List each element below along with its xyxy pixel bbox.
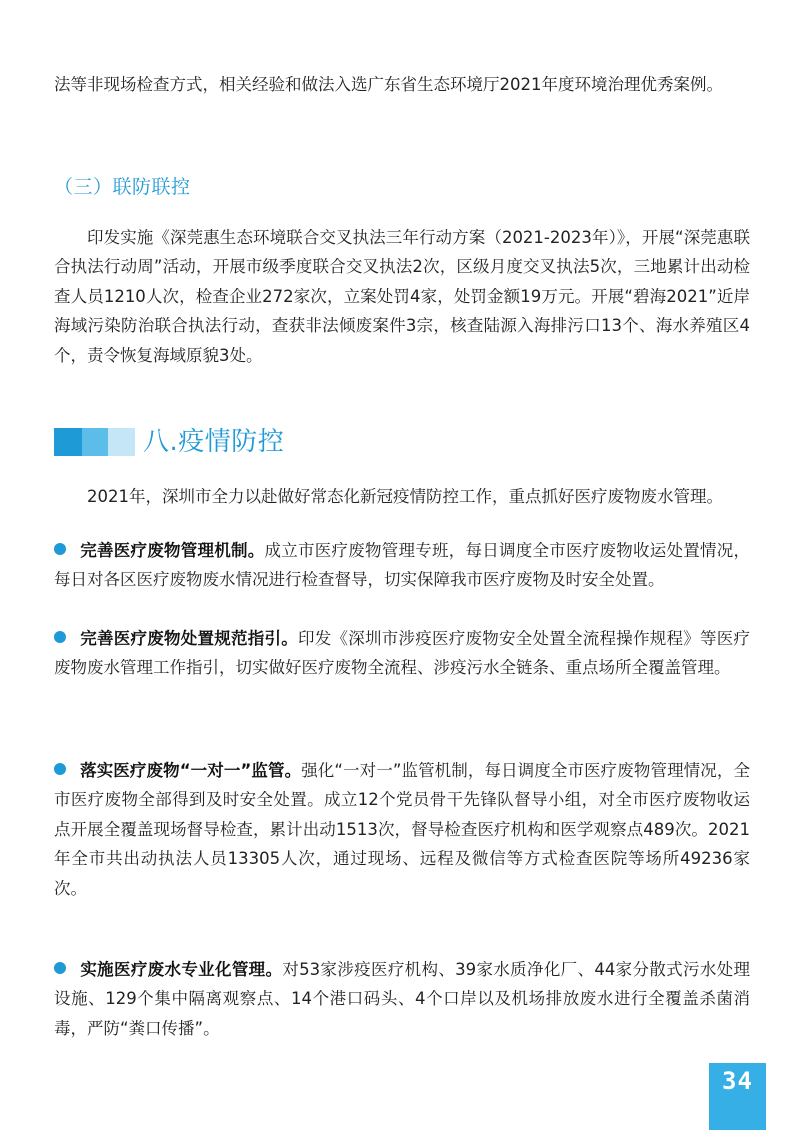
heading-bar-segment-light xyxy=(108,428,135,456)
bullet-text: 强化“一对一”监管机制，每日调度全市医疗废物管理情况，全市医疗废物全部得到及时安全处置。成立12个党员骨干先锋队督导小组，对全市医疗废物收运点开展全覆盖现场督导检查，累计出动1513次，督导检查医疗机构和医学观察点489次。2021年全市共出动执法人员13305人次，通过现场、远程及微信等方式检查医院等场所49236家次。 xyxy=(54,761,750,898)
bullet-icon xyxy=(54,631,66,643)
bullet-item xyxy=(54,624,750,683)
intro-paragraph: 法等非现场检查方式，相关经验和做法入选广东省生态环境厅2021年度环境治理优秀案例。 xyxy=(54,75,723,94)
bullet-item xyxy=(54,756,750,903)
bullet-lead: 完善医疗废物处置规范指引。 xyxy=(80,629,298,648)
bullet-text: 成立市医疗废物管理专班，每日调度全市医疗废物收运处置情况，每日对各区医疗废物废水情况进行检查督导，切实保障我市医疗废物及时安全处置。 xyxy=(54,541,750,590)
bullet-item xyxy=(54,955,750,1043)
page-number-tab xyxy=(709,1063,766,1130)
bullet-lead: 完善医疗废物管理机制。 xyxy=(80,541,265,560)
bullet-text: 印发《深圳市涉疫医疗废物安全处置全流程操作规程》等医疗废物废水管理工作指引，切实做好医疗废物全流程、涉疫污水全链条、重点场所全覆盖管理。 xyxy=(54,629,750,678)
section-title: 八.疫情防控 xyxy=(143,427,285,457)
bullet-icon xyxy=(54,543,66,555)
bullet-icon xyxy=(54,763,66,775)
bullet-lead: 落实医疗废物“一对一”监管。 xyxy=(80,761,302,780)
heading-bar-segment-mid xyxy=(82,428,108,456)
section-intro: 2021年，深圳市全力以赴做好常态化新冠疫情防控工作，重点抓好医疗废物废水管理。 xyxy=(87,487,723,506)
bullet-icon xyxy=(54,962,66,974)
bullet-item xyxy=(54,536,750,595)
bullet-lead: 实施医疗废水专业化管理。 xyxy=(80,960,283,979)
heading-bar-segment-dark xyxy=(54,428,82,456)
bullet-text: 对53家涉疫医疗机构、39家水质净化厂、44家分散式污水处理设施、129个集中隔离观察点、14个港口码头、4个口岸以及机场排放废水进行全覆盖杀菌消毒，严防“粪口传播”。 xyxy=(54,960,750,1038)
subsection-body: 印发实施《深莞惠生态环境联合交叉执法三年行动方案（2021-2023年）》，开展“深莞惠联合执法行动周”活动，开展市级季度联合交叉执法2次，区级月度交叉执法5次，三地累计出动检查人员1210人次，检查企业272家次，立案处罚4家，处罚金额19万元。开展“碧海2021”近岸海域污染防治联合执法行动，查获非法倾废案件3宗，核查陆源入海排污口13个、海水养殖区4个，责令恢复海域原貌3处。 xyxy=(54,228,750,365)
page-number: 34 xyxy=(722,1067,753,1095)
subsection-heading: （三）联防联控 xyxy=(54,176,191,198)
